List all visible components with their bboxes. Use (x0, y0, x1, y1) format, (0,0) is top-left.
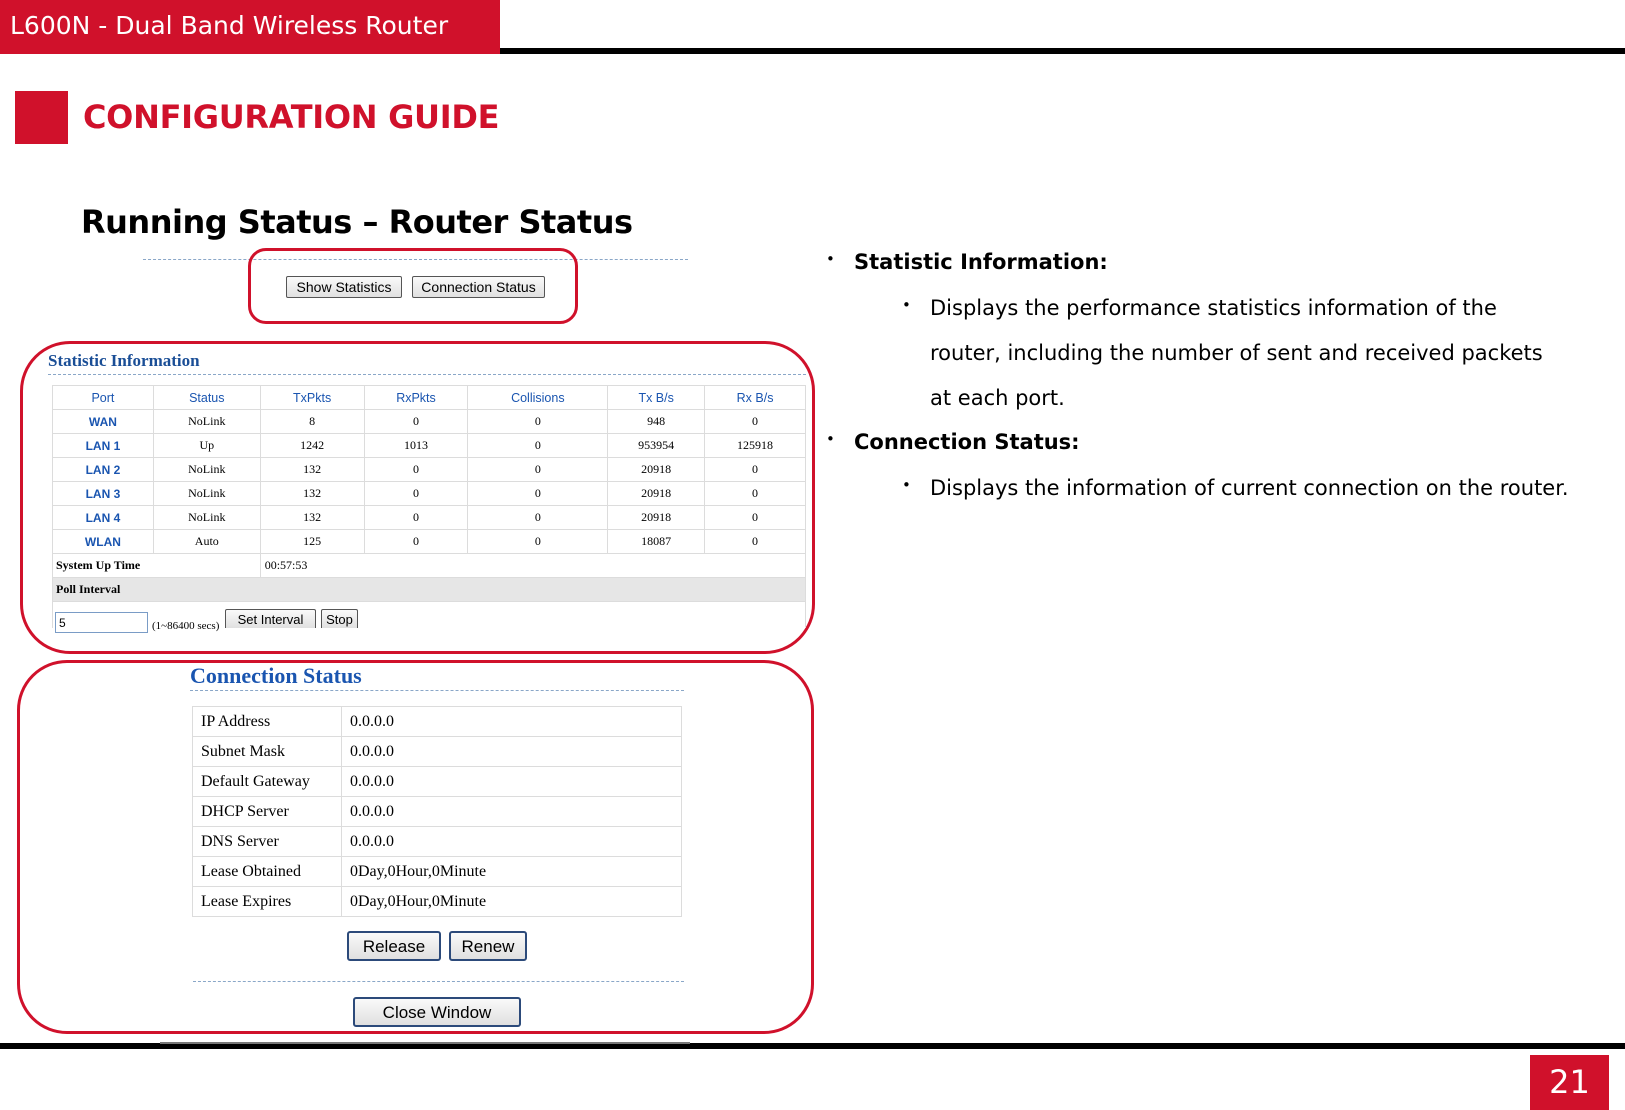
table-cell: 0 (364, 458, 468, 482)
table-cell: 125 (260, 530, 364, 554)
set-interval-button[interactable]: Set Interval (225, 609, 316, 628)
table-cell: 1013 (364, 434, 468, 458)
table-cell: 0 (705, 482, 806, 506)
table-cell: 0 (468, 410, 608, 434)
table-cell: 20918 (608, 482, 705, 506)
column-header: Tx B/s (608, 386, 705, 410)
column-header: TxPkts (260, 386, 364, 410)
table-cell: 0 (468, 434, 608, 458)
column-header: Collisions (468, 386, 608, 410)
table-cell: 0 (364, 506, 468, 530)
table-cell: 20918 (608, 458, 705, 482)
statistic-description: Displays the performance statistics information of the router, including the number of sent and received packets at each port. (930, 296, 1543, 410)
statistics-title: Statistic Information (48, 351, 200, 370)
field-value: 0.0.0.0 (342, 737, 682, 767)
field-label: Subnet Mask (193, 737, 342, 767)
table-cell: Auto (153, 530, 260, 554)
table-row (193, 827, 682, 857)
port-cell: LAN 4 (53, 506, 154, 530)
table-cell: 0 (705, 458, 806, 482)
page-number: 21 (1530, 1055, 1609, 1110)
field-value: 0.0.0.0 (342, 767, 682, 797)
table-header-row (53, 386, 806, 410)
table-cell: 0 (364, 410, 468, 434)
table-cell: NoLink (153, 482, 260, 506)
table-cell: 0 (705, 410, 806, 434)
uptime-value: 00:57:53 (260, 554, 805, 578)
connection-status-button[interactable]: Connection Status (412, 276, 545, 298)
connection-title: Connection Status (190, 663, 362, 688)
table-cell: 0 (364, 482, 468, 506)
bullet-icon: • (902, 296, 911, 314)
table-cell: NoLink (153, 458, 260, 482)
bullet-icon: • (902, 476, 911, 494)
statistics-separator (48, 374, 806, 375)
field-label: Lease Expires (193, 887, 342, 917)
section-title: Running Status – Router Status (81, 203, 633, 241)
field-value: 0.0.0.0 (342, 827, 682, 857)
show-statistics-button[interactable]: Show Statistics (286, 276, 402, 298)
connection-separator (190, 690, 684, 691)
bottom-separator (193, 981, 684, 982)
table-cell: 125918 (705, 434, 806, 458)
table-cell: 0 (468, 482, 608, 506)
column-header: RxPkts (364, 386, 468, 410)
poll-interval-label: Poll Interval (53, 578, 806, 602)
table-cell: 0 (705, 530, 806, 554)
connection-description: Displays the information of current connection on the router. (930, 476, 1569, 500)
table-cell: 132 (260, 482, 364, 506)
connection-table (192, 706, 682, 917)
column-header: Rx B/s (705, 386, 806, 410)
field-value: 0.0.0.0 (342, 797, 682, 827)
field-value: 0.0.0.0 (342, 707, 682, 737)
table-row (53, 410, 806, 434)
field-value: 0Day,0Hour,0Minute (342, 887, 682, 917)
table-cell: NoLink (153, 410, 260, 434)
renew-button[interactable]: Renew (449, 931, 527, 961)
bullet-icon: • (826, 250, 835, 268)
table-row (53, 434, 806, 458)
table-row (53, 530, 806, 554)
table-row (193, 767, 682, 797)
uptime-label: System Up Time (53, 554, 261, 578)
port-cell: LAN 3 (53, 482, 154, 506)
column-header: Port (53, 386, 154, 410)
table-cell: 132 (260, 506, 364, 530)
connection-heading: Connection Status: (854, 430, 1080, 454)
table-cell: 0 (468, 506, 608, 530)
port-cell: LAN 1 (53, 434, 154, 458)
table-row (193, 887, 682, 917)
port-cell: LAN 2 (53, 458, 154, 482)
table-cell: 0 (468, 458, 608, 482)
table-cell: NoLink (153, 506, 260, 530)
uptime-row (53, 554, 806, 578)
table-cell: 1242 (260, 434, 364, 458)
header-tab (0, 0, 500, 54)
table-row (53, 458, 806, 482)
header-rule (500, 48, 1625, 54)
field-label: IP Address (193, 707, 342, 737)
table-cell: Up (153, 434, 260, 458)
poll-interval-input[interactable] (55, 612, 148, 633)
field-label: Lease Obtained (193, 857, 342, 887)
poll-interval-row (53, 578, 806, 602)
port-cell: WLAN (53, 530, 154, 554)
table-row (193, 707, 682, 737)
table-row (193, 857, 682, 887)
guide-marker (15, 91, 68, 144)
release-button[interactable]: Release (347, 931, 441, 961)
table-row (193, 797, 682, 827)
table-cell: 18087 (608, 530, 705, 554)
table-cell: 8 (260, 410, 364, 434)
table-cell: 0 (468, 530, 608, 554)
table-row (53, 482, 806, 506)
port-cell: WAN (53, 410, 154, 434)
field-value: 0Day,0Hour,0Minute (342, 857, 682, 887)
table-cell: 948 (608, 410, 705, 434)
guide-title: CONFIGURATION GUIDE (83, 98, 500, 136)
table-cell: 132 (260, 458, 364, 482)
field-label: Default Gateway (193, 767, 342, 797)
table-row (53, 506, 806, 530)
column-header: Status (153, 386, 260, 410)
field-label: DNS Server (193, 827, 342, 857)
table-cell: 953954 (608, 434, 705, 458)
field-label: DHCP Server (193, 797, 342, 827)
stop-button[interactable]: Stop (321, 609, 358, 628)
poll-range-hint: (1~86400 secs) (152, 620, 220, 632)
close-window-button[interactable]: Close Window (353, 997, 521, 1027)
bullet-icon: • (826, 430, 835, 448)
table-cell: 20918 (608, 506, 705, 530)
table-cell: 0 (364, 530, 468, 554)
table-row (193, 737, 682, 767)
table-cell: 0 (705, 506, 806, 530)
product-name: L600N - Dual Band Wireless Router (10, 11, 449, 40)
statistics-table (52, 385, 806, 628)
statistic-heading: Statistic Information: (854, 250, 1108, 274)
footer-shadow (160, 1042, 690, 1044)
